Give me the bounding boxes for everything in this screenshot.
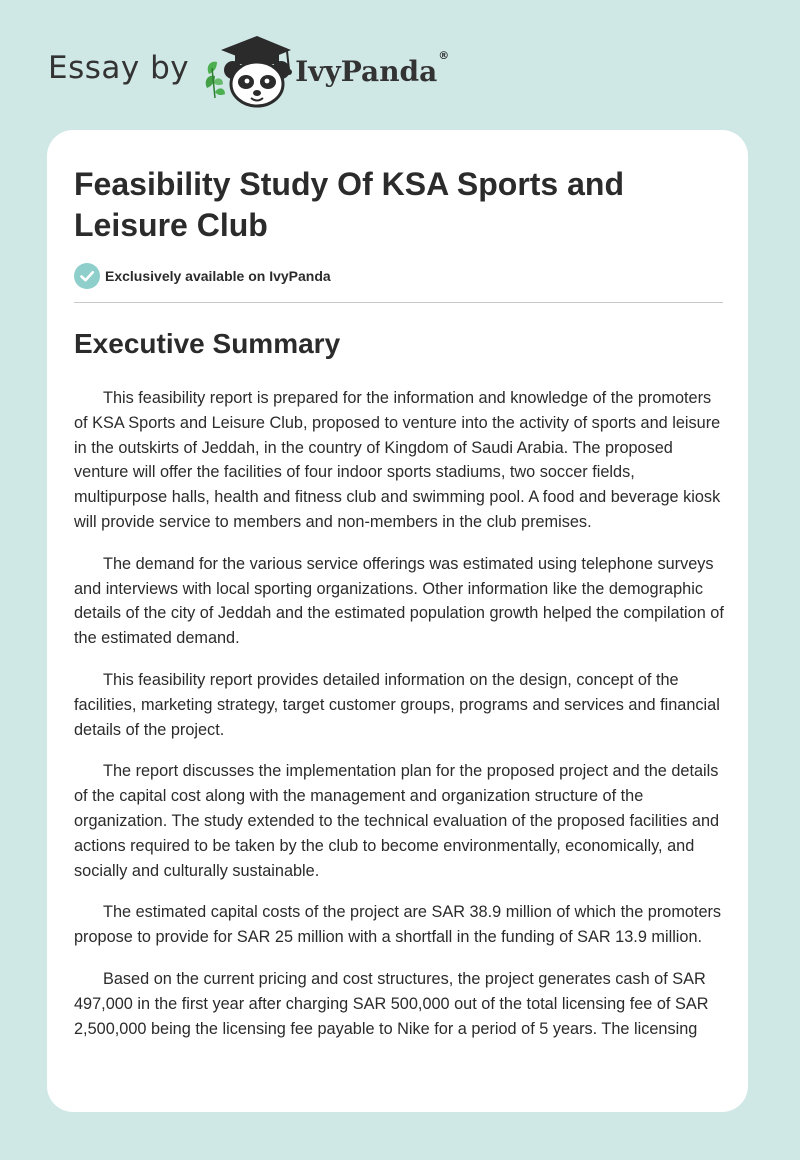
article-body: [74, 386, 724, 1058]
divider: [74, 302, 723, 303]
paragraph: The report discusses the implementation plan for the proposed project and the details of the capital cost along with the management and organization structure of the organization. The study extended to the technical evaluation of the proposed facilities and actions required to be taken by the club to become environmentally, economically, and socially and culturally sustainable.: [74, 762, 720, 880]
article-title: Feasibility Study Of KSA Sports and Leisure Club: [74, 166, 624, 243]
paragraph: Based on the current pricing and cost structures, the project generates cash of SAR 497,000 in the first year after charging SAR 500,000 out of the total licensing fee of SAR 2,500,000 being the licensing fee payable to Nike for a period of 5 years. The licensing: [74, 969, 709, 1038]
brand-prefix: Essay by: [48, 50, 190, 86]
brand-header[interactable]: [48, 34, 449, 110]
exclusive-badge: [74, 263, 331, 289]
paragraph: The demand for the various service offerings was estimated using telephone surveys and interviews with local sporting organizations. Other information like the demographic details of the city of Jeddah and the estimated population growth helped the compilation of the estimated demand.: [74, 554, 724, 648]
panda-graduate-icon: [203, 34, 293, 110]
article-card: [47, 130, 748, 1112]
paragraph: This feasibility report provides detailed information on the design, concept of the facilities, marketing strategy, target customer groups, programs and services and financial details of the project.: [74, 670, 720, 739]
paragraph: The estimated capital costs of the project are SAR 38.9 million of which the promoters propose to provide for SAR 25 million with a shortfall in the funding of SAR 13.9 million.: [74, 903, 722, 947]
brand-name: [295, 48, 450, 88]
registered-mark: ®: [438, 48, 450, 62]
check-circle-icon: [74, 263, 100, 289]
exclusive-text: Exclusively available on IvyPanda: [105, 268, 331, 284]
brand-name-text: IvyPanda: [295, 54, 438, 88]
section-heading: Executive Summary: [74, 328, 341, 359]
paragraph: This feasibility report is prepared for the information and knowledge of the promoters of KSA Sports and Leisure Club, proposed to venture into the activity of sports and leisure in the outskirts of Jeddah, in the country of Kingdom of Saudi Arabia. The proposed venture will offer the facilities of four indoor sports stadiums, two soccer fields, multipurpose halls, health and fitness club and swimming pool. A food and beverage kiosk will provide service to members and non-members in the club premises.: [74, 389, 721, 531]
